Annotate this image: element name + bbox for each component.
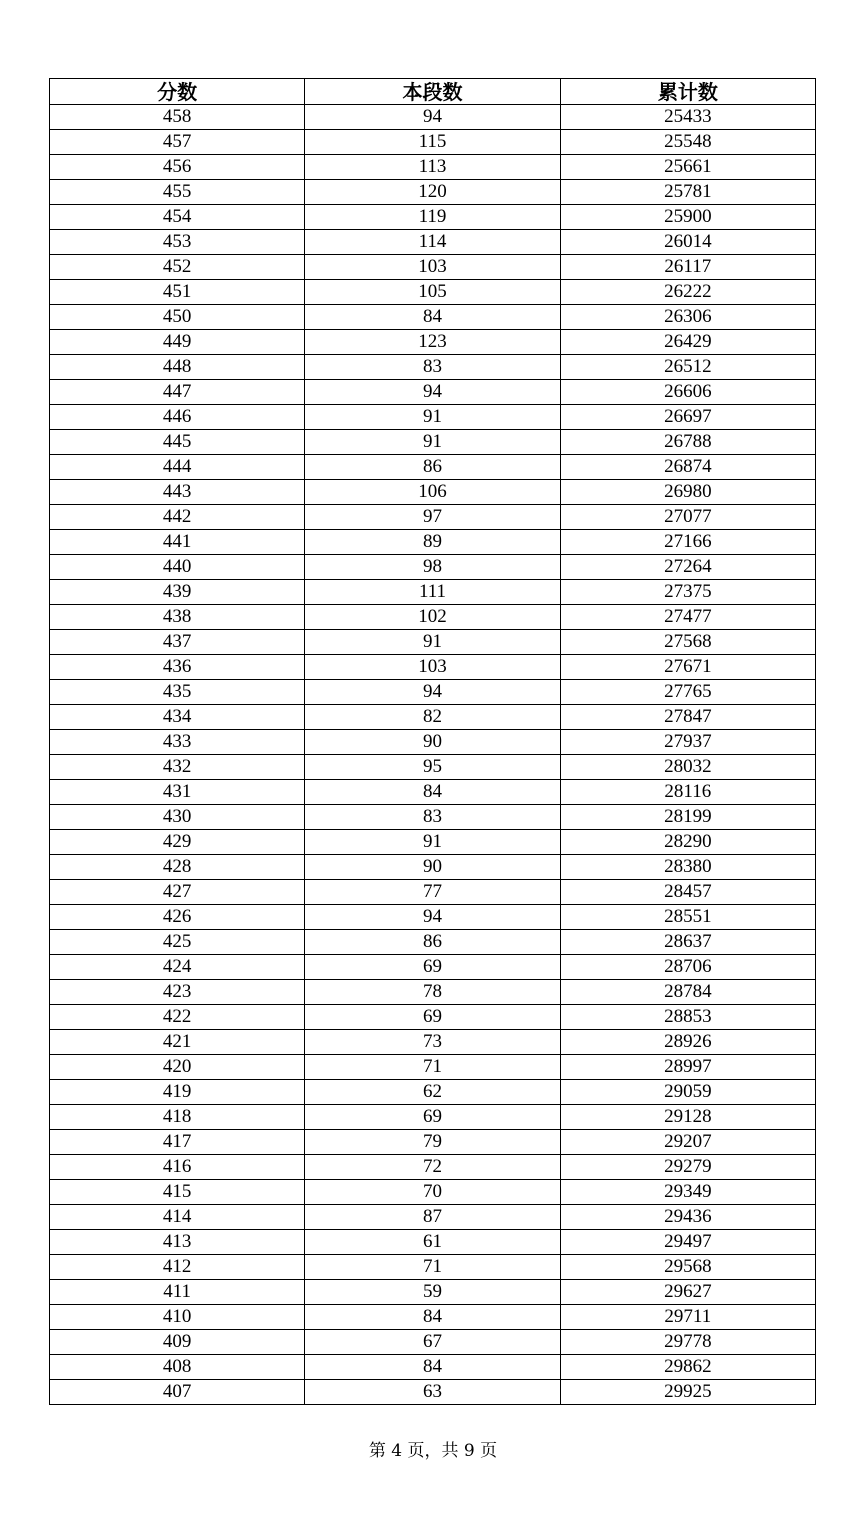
cell-segment-count: 94: [305, 680, 560, 705]
cell-cumulative-count: 29627: [560, 1280, 815, 1305]
cell-segment-count: 63: [305, 1380, 560, 1405]
cell-segment-count: 69: [305, 1105, 560, 1130]
cell-score: 458: [50, 105, 305, 130]
cell-segment-count: 71: [305, 1055, 560, 1080]
cell-score: 443: [50, 480, 305, 505]
table-row: [50, 230, 816, 255]
table-row: [50, 1355, 816, 1380]
cell-score: 424: [50, 955, 305, 980]
cell-score: 429: [50, 830, 305, 855]
cell-cumulative-count: 29436: [560, 1205, 815, 1230]
cell-segment-count: 94: [305, 905, 560, 930]
cell-cumulative-count: 29778: [560, 1330, 815, 1355]
cell-score: 415: [50, 1180, 305, 1205]
cell-cumulative-count: 29059: [560, 1080, 815, 1105]
cell-segment-count: 91: [305, 830, 560, 855]
cell-cumulative-count: 26512: [560, 355, 815, 380]
cell-score: 455: [50, 180, 305, 205]
cell-segment-count: 59: [305, 1280, 560, 1305]
cell-cumulative-count: 26697: [560, 405, 815, 430]
table-row: [50, 1230, 816, 1255]
table-row: [50, 1030, 816, 1055]
table-body: [50, 105, 816, 1405]
cell-segment-count: 71: [305, 1255, 560, 1280]
cell-score: 423: [50, 980, 305, 1005]
cell-cumulative-count: 27477: [560, 605, 815, 630]
table-row: [50, 1155, 816, 1180]
cell-score: 430: [50, 805, 305, 830]
table-row: [50, 580, 816, 605]
cell-score: 428: [50, 855, 305, 880]
cell-segment-count: 82: [305, 705, 560, 730]
cell-score: 437: [50, 630, 305, 655]
cell-segment-count: 90: [305, 855, 560, 880]
cell-cumulative-count: 26429: [560, 330, 815, 355]
cell-segment-count: 91: [305, 630, 560, 655]
cell-cumulative-count: 25661: [560, 155, 815, 180]
cell-cumulative-count: 29128: [560, 1105, 815, 1130]
cell-score: 436: [50, 655, 305, 680]
cell-score: 447: [50, 380, 305, 405]
cell-cumulative-count: 28784: [560, 980, 815, 1005]
cell-cumulative-count: 27937: [560, 730, 815, 755]
cell-segment-count: 113: [305, 155, 560, 180]
table-row: [50, 805, 816, 830]
cell-segment-count: 95: [305, 755, 560, 780]
table-row: [50, 1255, 816, 1280]
cell-segment-count: 62: [305, 1080, 560, 1105]
cell-cumulative-count: 28116: [560, 780, 815, 805]
cell-score: 414: [50, 1205, 305, 1230]
table-row: [50, 1280, 816, 1305]
cell-segment-count: 94: [305, 105, 560, 130]
table-row: [50, 830, 816, 855]
cell-cumulative-count: 29862: [560, 1355, 815, 1380]
table-row: [50, 880, 816, 905]
table-row: [50, 205, 816, 230]
cell-cumulative-count: 27671: [560, 655, 815, 680]
cell-cumulative-count: 28199: [560, 805, 815, 830]
cell-cumulative-count: 29207: [560, 1130, 815, 1155]
cell-score: 411: [50, 1280, 305, 1305]
cell-cumulative-count: 28853: [560, 1005, 815, 1030]
table-row: [50, 105, 816, 130]
cell-cumulative-count: 26606: [560, 380, 815, 405]
cell-cumulative-count: 26788: [560, 430, 815, 455]
table-row: [50, 430, 816, 455]
cell-score: 452: [50, 255, 305, 280]
cell-segment-count: 69: [305, 955, 560, 980]
cell-cumulative-count: 27568: [560, 630, 815, 655]
cell-score: 407: [50, 1380, 305, 1405]
score-distribution-table: [49, 78, 816, 1405]
table-row: [50, 130, 816, 155]
cell-score: 457: [50, 130, 305, 155]
cell-cumulative-count: 28290: [560, 830, 815, 855]
cell-cumulative-count: 27765: [560, 680, 815, 705]
cell-score: 412: [50, 1255, 305, 1280]
cell-segment-count: 84: [305, 780, 560, 805]
cell-segment-count: 119: [305, 205, 560, 230]
cell-score: 409: [50, 1330, 305, 1355]
cell-score: 422: [50, 1005, 305, 1030]
cell-segment-count: 91: [305, 430, 560, 455]
cell-score: 416: [50, 1155, 305, 1180]
cell-score: 408: [50, 1355, 305, 1380]
cell-cumulative-count: 28706: [560, 955, 815, 980]
cell-score: 454: [50, 205, 305, 230]
cell-score: 418: [50, 1105, 305, 1130]
table-row: [50, 480, 816, 505]
table-row: [50, 280, 816, 305]
cell-score: 439: [50, 580, 305, 605]
cell-score: 441: [50, 530, 305, 555]
cell-segment-count: 105: [305, 280, 560, 305]
cell-cumulative-count: 28032: [560, 755, 815, 780]
cell-segment-count: 78: [305, 980, 560, 1005]
table-row: [50, 505, 816, 530]
cell-score: 435: [50, 680, 305, 705]
cell-segment-count: 83: [305, 805, 560, 830]
table-row: [50, 605, 816, 630]
cell-cumulative-count: 25548: [560, 130, 815, 155]
cell-cumulative-count: 28997: [560, 1055, 815, 1080]
cell-score: 420: [50, 1055, 305, 1080]
table-header-row: [50, 79, 816, 105]
cell-segment-count: 84: [305, 1305, 560, 1330]
cell-segment-count: 89: [305, 530, 560, 555]
cell-segment-count: 87: [305, 1205, 560, 1230]
cell-segment-count: 67: [305, 1330, 560, 1355]
cell-segment-count: 111: [305, 580, 560, 605]
cell-cumulative-count: 27375: [560, 580, 815, 605]
header-segment-count: 本段数: [305, 79, 560, 105]
cell-segment-count: 106: [305, 480, 560, 505]
table-row: [50, 855, 816, 880]
cell-segment-count: 94: [305, 380, 560, 405]
table-row: [50, 455, 816, 480]
table-row: [50, 405, 816, 430]
cell-segment-count: 72: [305, 1155, 560, 1180]
cell-cumulative-count: 25900: [560, 205, 815, 230]
cell-cumulative-count: 28637: [560, 930, 815, 955]
table-row: [50, 530, 816, 555]
table-row: [50, 630, 816, 655]
header-score: 分数: [50, 79, 305, 105]
cell-score: 445: [50, 430, 305, 455]
table-row: [50, 1205, 816, 1230]
table-row: [50, 930, 816, 955]
table-row: [50, 355, 816, 380]
cell-score: 432: [50, 755, 305, 780]
header-cumulative-count: 累计数: [560, 79, 815, 105]
table-row: [50, 380, 816, 405]
cell-score: 438: [50, 605, 305, 630]
cell-score: 426: [50, 905, 305, 930]
cell-score: 413: [50, 1230, 305, 1255]
cell-cumulative-count: 26306: [560, 305, 815, 330]
cell-score: 451: [50, 280, 305, 305]
cell-cumulative-count: 27166: [560, 530, 815, 555]
cell-segment-count: 86: [305, 930, 560, 955]
cell-score: 453: [50, 230, 305, 255]
table-row: [50, 305, 816, 330]
cell-segment-count: 86: [305, 455, 560, 480]
table-row: [50, 1305, 816, 1330]
cell-cumulative-count: 28457: [560, 880, 815, 905]
cell-segment-count: 61: [305, 1230, 560, 1255]
table-row: [50, 755, 816, 780]
cell-cumulative-count: 27264: [560, 555, 815, 580]
cell-score: 410: [50, 1305, 305, 1330]
cell-cumulative-count: 26874: [560, 455, 815, 480]
cell-segment-count: 70: [305, 1180, 560, 1205]
table-row: [50, 255, 816, 280]
table-row: [50, 905, 816, 930]
table-row: [50, 330, 816, 355]
cell-segment-count: 84: [305, 305, 560, 330]
cell-cumulative-count: 26222: [560, 280, 815, 305]
cell-cumulative-count: 29568: [560, 1255, 815, 1280]
cell-segment-count: 79: [305, 1130, 560, 1155]
cell-cumulative-count: 26117: [560, 255, 815, 280]
cell-score: 446: [50, 405, 305, 430]
cell-segment-count: 91: [305, 405, 560, 430]
cell-score: 431: [50, 780, 305, 805]
table-row: [50, 1130, 816, 1155]
table-row: [50, 1005, 816, 1030]
cell-score: 434: [50, 705, 305, 730]
page-footer: 第 4 页，共 9 页: [368, 1441, 498, 1461]
cell-cumulative-count: 29279: [560, 1155, 815, 1180]
cell-score: 419: [50, 1080, 305, 1105]
table-row: [50, 155, 816, 180]
table-row: [50, 955, 816, 980]
cell-score: 421: [50, 1030, 305, 1055]
table-row: [50, 180, 816, 205]
cell-segment-count: 77: [305, 880, 560, 905]
cell-segment-count: 123: [305, 330, 560, 355]
table-row: [50, 1180, 816, 1205]
table-row: [50, 730, 816, 755]
cell-segment-count: 102: [305, 605, 560, 630]
cell-cumulative-count: 25781: [560, 180, 815, 205]
cell-cumulative-count: 27077: [560, 505, 815, 530]
table-row: [50, 1105, 816, 1130]
cell-score: 433: [50, 730, 305, 755]
table-row: [50, 1330, 816, 1355]
cell-segment-count: 97: [305, 505, 560, 530]
cell-cumulative-count: 28551: [560, 905, 815, 930]
cell-cumulative-count: 26014: [560, 230, 815, 255]
cell-segment-count: 98: [305, 555, 560, 580]
table-row: [50, 980, 816, 1005]
cell-segment-count: 115: [305, 130, 560, 155]
cell-segment-count: 103: [305, 655, 560, 680]
cell-segment-count: 90: [305, 730, 560, 755]
cell-cumulative-count: 28926: [560, 1030, 815, 1055]
cell-segment-count: 84: [305, 1355, 560, 1380]
cell-score: 440: [50, 555, 305, 580]
table-row: [50, 1380, 816, 1405]
cell-segment-count: 114: [305, 230, 560, 255]
cell-cumulative-count: 25433: [560, 105, 815, 130]
cell-score: 427: [50, 880, 305, 905]
cell-score: 417: [50, 1130, 305, 1155]
cell-segment-count: 120: [305, 180, 560, 205]
cell-score: 425: [50, 930, 305, 955]
cell-score: 444: [50, 455, 305, 480]
table-row: [50, 705, 816, 730]
table-row: [50, 555, 816, 580]
cell-score: 442: [50, 505, 305, 530]
table-row: [50, 780, 816, 805]
table-row: [50, 1055, 816, 1080]
cell-segment-count: 83: [305, 355, 560, 380]
cell-score: 449: [50, 330, 305, 355]
table-row: [50, 680, 816, 705]
cell-cumulative-count: 29497: [560, 1230, 815, 1255]
cell-score: 448: [50, 355, 305, 380]
table-row: [50, 655, 816, 680]
cell-segment-count: 69: [305, 1005, 560, 1030]
cell-score: 456: [50, 155, 305, 180]
cell-cumulative-count: 29711: [560, 1305, 815, 1330]
cell-cumulative-count: 28380: [560, 855, 815, 880]
cell-cumulative-count: 29349: [560, 1180, 815, 1205]
cell-segment-count: 103: [305, 255, 560, 280]
table-row: [50, 1080, 816, 1105]
cell-cumulative-count: 26980: [560, 480, 815, 505]
cell-cumulative-count: 29925: [560, 1380, 815, 1405]
cell-segment-count: 73: [305, 1030, 560, 1055]
cell-cumulative-count: 27847: [560, 705, 815, 730]
cell-score: 450: [50, 305, 305, 330]
